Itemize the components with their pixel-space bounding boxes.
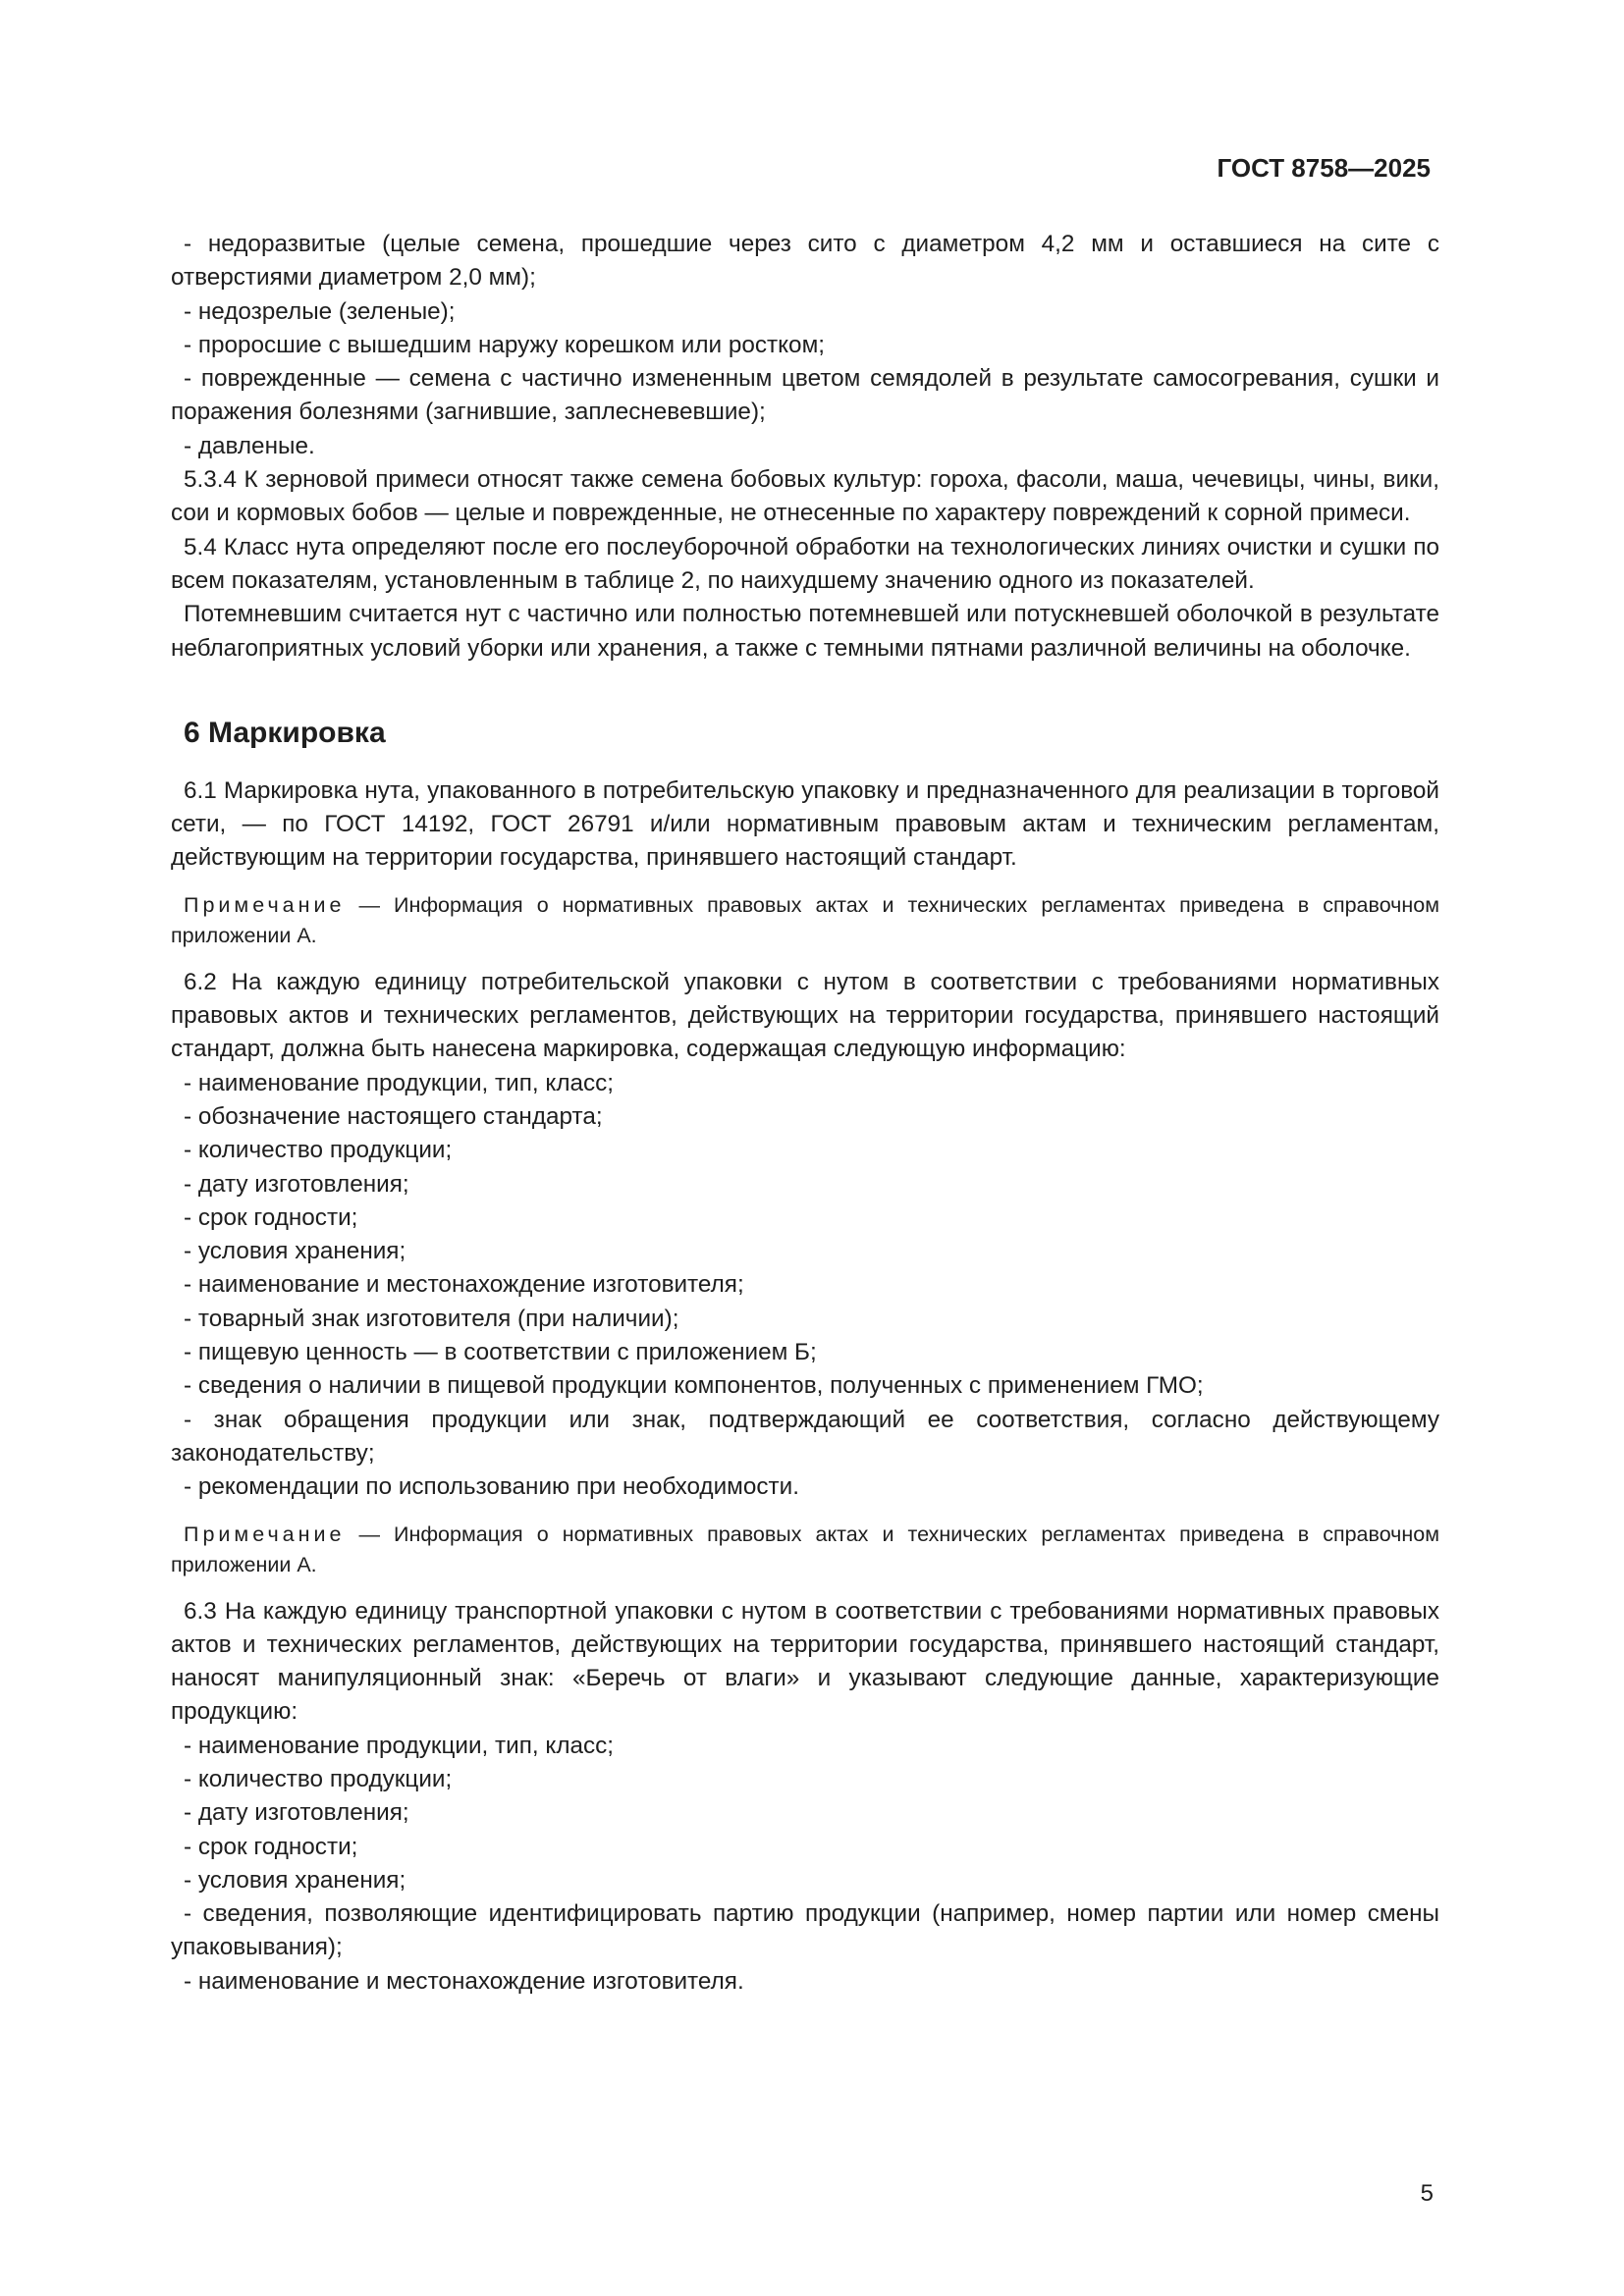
note-text: — Информация о нормативных правовых актах и технических регламентах приведена в справочном приложении А.: [171, 892, 1439, 947]
list-item: - дату изготовления;: [184, 1170, 409, 1198]
list-item: - обозначение настоящего стандарта;: [184, 1102, 603, 1130]
list-item: - количество продукции;: [184, 1137, 453, 1164]
list-item: - количество продукции;: [184, 1765, 453, 1792]
list-item: - товарный знак изготовителя (при наличии);: [184, 1305, 679, 1332]
note-label: Примечание: [184, 892, 346, 917]
note-text: — Информация о нормативных правовых актах и технических регламентах приведена в справочном приложении А.: [171, 1522, 1439, 1576]
list-item: - рекомендации по использованию при необходимости.: [184, 1473, 799, 1501]
list-item: - поврежденные — семена с частично измененным цветом семядолей в результате самосогревания, сушки и поражения болезнями (загнившие, заплесневевшие);: [171, 365, 1439, 426]
list-item: - проросшие с вышедшим наружу корешком или ростком;: [184, 331, 826, 358]
list-item: - недозрелые (зеленые);: [184, 297, 456, 325]
list-item: - сведения, позволяющие идентифицировать партию продукции (например, номер партии или номер смены упаковывания);: [171, 1900, 1439, 1961]
note: [171, 890, 1439, 951]
document-code-header: ГОСТ 8758—2025: [1217, 153, 1431, 183]
list-item: - срок годности;: [184, 1833, 358, 1860]
list-item: - давленые.: [184, 432, 315, 459]
list-item: - наименование и местонахождение изготовителя.: [184, 1967, 744, 1995]
clause-5-4: 5.4 Класс нута определяют после его послеуборочной обработки на технологических линиях очистки и сушки по всем показателям, установленным в таблице 2, по наихудшему значению одного из показателей.: [171, 533, 1439, 594]
clause-6-1: 6.1 Маркировка нута, упакованного в потребительскую упаковку и предназначенного для реализации в торговой сети, — по ГОСТ 14192, ГОСТ 26791 и/или нормативным правовым актам и техническим регламентам, действующим на территории государства, принявшего настоящий стандарт.: [171, 776, 1439, 872]
clause-6-2: 6.2 На каждую единицу потребительской упаковки с нутом в соответствии с требованиями нормативных правовых актов и технических регламентов, действующих на территории государства, принявшего настоящий стандарт, должна быть нанесена маркировка, содержащая следующую информацию:: [171, 968, 1439, 1063]
page-number: 5: [1420, 2180, 1434, 2207]
list-item: - дату изготовления;: [184, 1799, 409, 1827]
list-item: - наименование и местонахождение изготовителя;: [184, 1271, 744, 1299]
page-body: [171, 228, 1439, 1999]
list-item: - сведения о наличии в пищевой продукции компонентов, полученных с применением ГМО;: [184, 1372, 1204, 1400]
note: [171, 1520, 1439, 1580]
clause-6-3: 6.3 На каждую единицу транспортной упаковки с нутом в соответствии с требованиями нормативных правовых актов и технических регламентов, действующих на территории государства, принявшего настоящий стандарт, наносят манипуляционный знак: «Беречь от влаги» и указывают следующие данные, характеризующие продукцию:: [171, 1597, 1439, 1726]
clause-5-3-4: 5.3.4 К зерновой примеси относят также семена бобовых культур: гороха, фасоли, маша, чечевицы, чины, вики, сои и кормовых бобов — целые и поврежденные, не отнесенные по характеру повреждений к сорной примеси.: [171, 466, 1439, 527]
section-title: 6 Маркировка: [184, 716, 386, 749]
list-item: - срок годности;: [184, 1203, 358, 1231]
list-item: - знак обращения продукции или знак, подтверждающий ее соответствия, согласно действующему законодательству;: [171, 1406, 1439, 1467]
note-label: Примечание: [184, 1522, 346, 1546]
list-item: - пищевую ценность — в соответствии с приложением Б;: [184, 1339, 817, 1366]
list-item: - недоразвитые (целые семена, прошедшие через сито с диаметром 4,2 мм и оставшиеся на сите с отверстиями диаметром 2,0 мм);: [171, 231, 1439, 292]
darkened-definition: Потемневшим считается нут с частично или полностью потемневшей или потускневшей оболочкой в результате неблагоприятных условий уборки или хранения, а также с темными пятнами различной величины на оболочке.: [171, 601, 1439, 662]
list-item: - наименование продукции, тип, класс;: [184, 1069, 615, 1096]
list-item: - условия хранения;: [184, 1238, 406, 1265]
list-item: - наименование продукции, тип, класс;: [184, 1732, 615, 1759]
list-item: - условия хранения;: [184, 1866, 406, 1894]
